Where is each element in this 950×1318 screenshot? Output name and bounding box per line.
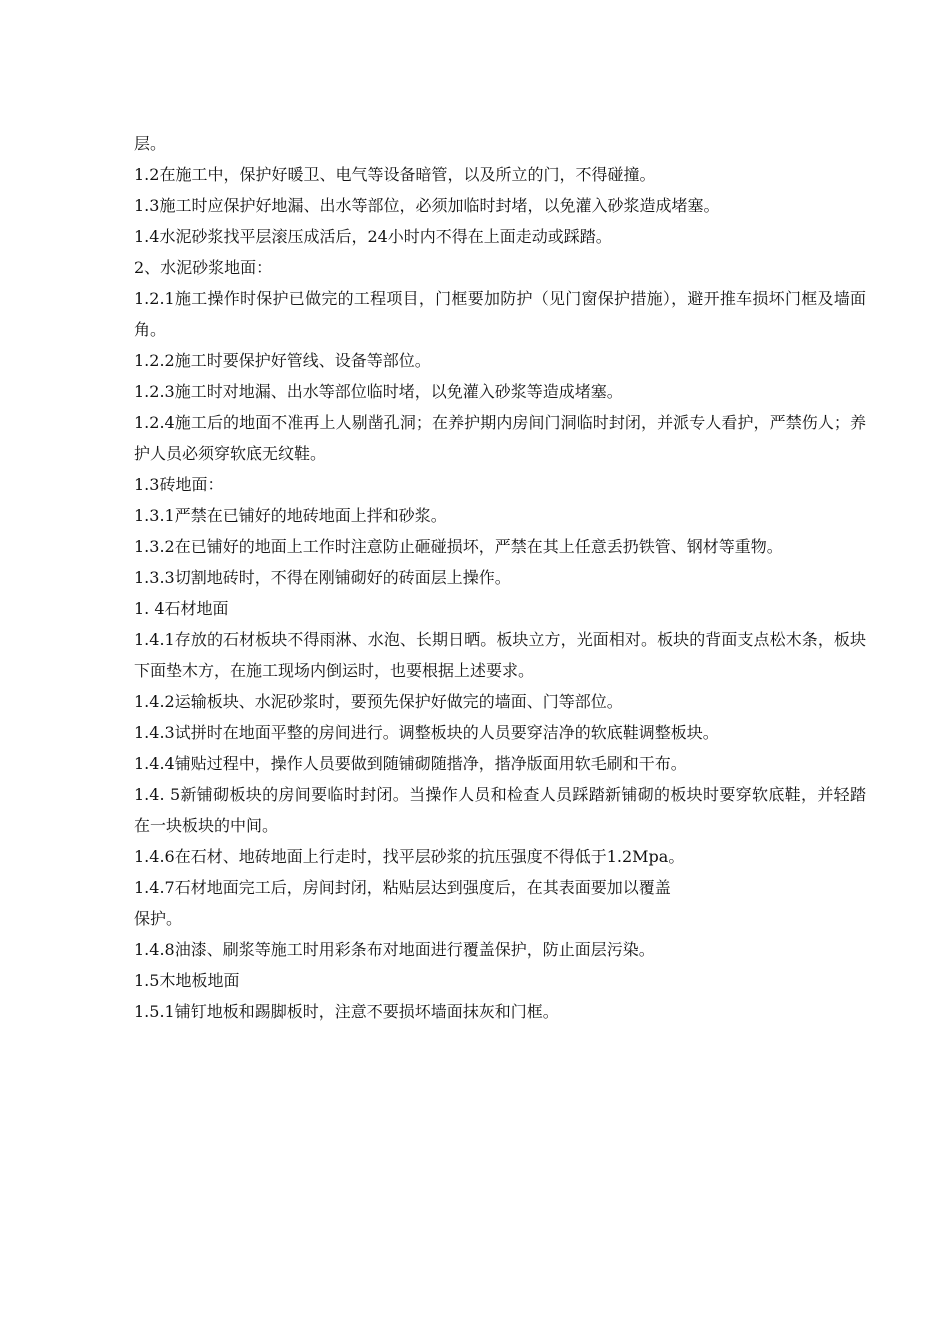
paragraph-continuation: 层。 (134, 134, 167, 153)
document-body (134, 128, 866, 1027)
paragraph-1-4-1: 1.4.1存放的石材板块不得雨淋、水泡、长期日晒。板块立方，光面相对。板块的背面支点松木条，板块下面垫木方，在施工现场内倒运时，也要根据上述要求。 (134, 630, 866, 680)
section-heading-brick-floor: 1.3砖地面： (134, 475, 224, 494)
section-heading-cement-mortar: 2、水泥砂浆地面： (134, 258, 273, 277)
paragraph-1-4-7-continued: 保护。 (134, 909, 183, 928)
paragraph-1-2-1: 1.2.1施工操作时保护已做完的工程项目，门框要加防护（见门窗保护措施），避开推车损坏门框及墙面角。 (134, 289, 866, 339)
paragraph-1-4: 1.4水泥砂浆找平层滚压成活后，24小时内不得在上面走动或踩踏。 (134, 227, 612, 246)
paragraph-1-4-6: 1.4.6在石材、地砖地面上行走时，找平层砂浆的抗压强度不得低于1.2Mpa。 (134, 847, 685, 866)
paragraph-1-4-7: 1.4.7石材地面完工后，房间封闭，粘贴层达到强度后，在其表面要加以覆盖 (134, 878, 671, 897)
paragraph-1-4-8: 1.4.8油漆、刷浆等施工时用彩条布对地面进行覆盖保护，防止面层污染。 (134, 940, 655, 959)
paragraph-1-4-4: 1.4.4铺贴过程中，操作人员要做到随铺砌随揩净，揩净版面用软毛刷和干布。 (134, 754, 687, 773)
paragraph-1-4-5: 1.4. 5新铺砌板块的房间要临时封闭。当操作人员和检查人员踩踏新铺砌的板块时要穿软底鞋，并轻踏在一块板块的中间。 (134, 785, 866, 835)
paragraph-1-2-4: 1.2.4施工后的地面不准再上人剔凿孔洞；在养护期内房间门洞临时封闭，并派专人看护，严禁伤人；养护人员必须穿软底无纹鞋。 (134, 413, 866, 463)
paragraph-1-3: 1.3施工时应保护好地漏、出水等部位，必须加临时封堵，以免灌入砂浆造成堵塞。 (134, 196, 720, 215)
paragraph-1-2-2: 1.2.2施工时要保护好管线、设备等部位。 (134, 351, 431, 370)
paragraph-1-3-2: 1.3.2在已铺好的地面上工作时注意防止砸碰损坏，严禁在其上任意丢扔铁管、钢材等重物。 (134, 537, 783, 556)
paragraph-1-4-2: 1.4.2运输板块、水泥砂浆时，要预先保护好做完的墙面、门等部位。 (134, 692, 623, 711)
paragraph-1-2: 1.2在施工中，保护好暖卫、电气等设备暗管，以及所立的门，不得碰撞。 (134, 165, 656, 184)
paragraph-1-4-3: 1.4.3试拼时在地面平整的房间进行。调整板块的人员要穿洁净的软底鞋调整板块。 (134, 723, 719, 742)
paragraph-1-2-3: 1.2.3施工时对地漏、出水等部位临时堵，以免灌入砂浆等造成堵塞。 (134, 382, 623, 401)
section-heading-wood-floor: 1.5木地板地面 (134, 971, 240, 990)
paragraph-1-3-1: 1.3.1严禁在已铺好的地砖地面上拌和砂浆。 (134, 506, 447, 525)
section-heading-stone-floor: 1. 4石材地面 (134, 599, 229, 618)
paragraph-1-5-1: 1.5.1铺钉地板和踢脚板时，注意不要损坏墙面抹灰和门框。 (134, 1002, 559, 1021)
paragraph-1-3-3: 1.3.3切割地砖时，不得在刚铺砌好的砖面层上操作。 (134, 568, 511, 587)
